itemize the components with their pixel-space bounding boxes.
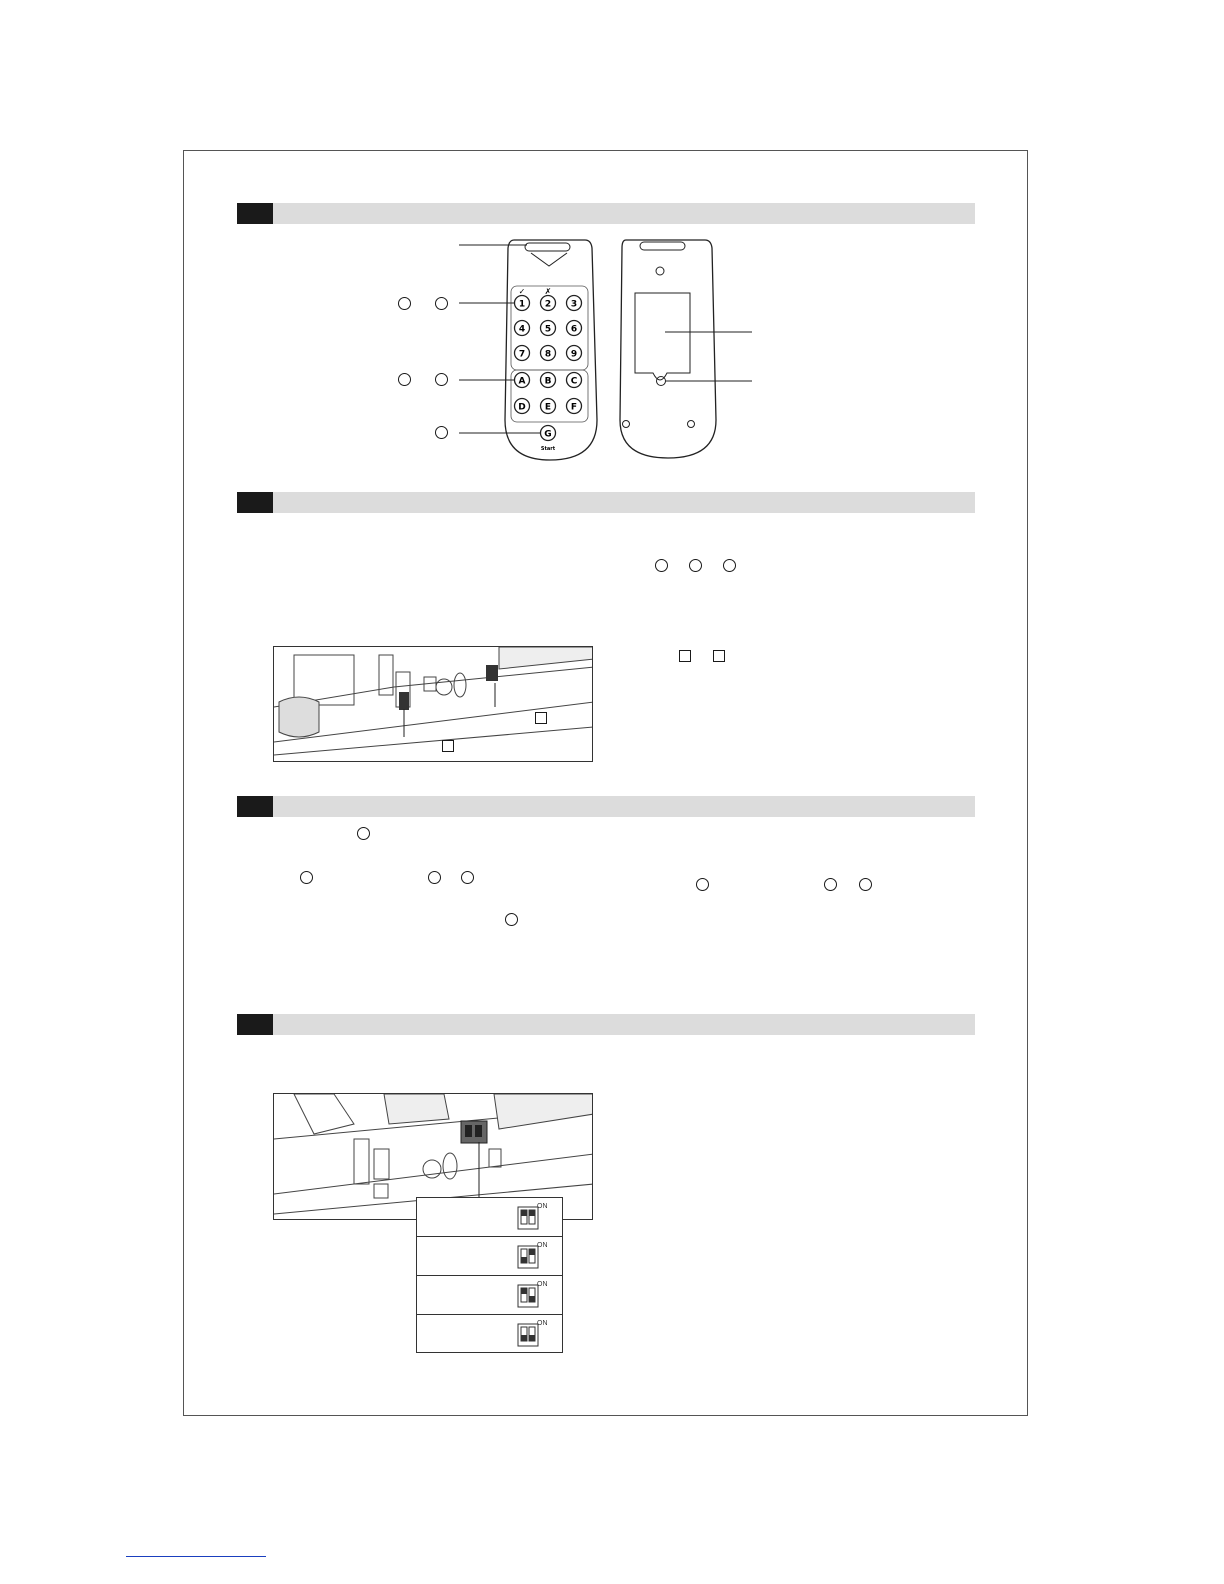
callout-marker (655, 559, 668, 572)
dip-row (417, 1198, 562, 1237)
dip-on-label: ON (537, 1203, 548, 1210)
keypad-key-label: 3 (570, 299, 578, 310)
dip-row (417, 1315, 562, 1354)
callout-square (713, 650, 725, 662)
callout-marker (689, 559, 702, 572)
keypad-key-label: C (570, 376, 578, 387)
callout-marker (824, 878, 837, 891)
dip-on-label: ON (537, 1320, 548, 1327)
dip-row (417, 1276, 562, 1315)
keypad-key-label: 1 (518, 299, 526, 310)
callout-marker (435, 297, 448, 310)
keypad-key-label: F (570, 402, 578, 413)
keypad-key-label: 8 (544, 349, 552, 360)
keypad-key-label: 2 (544, 299, 552, 310)
callout-marker (461, 871, 474, 884)
dip-on-label: ON (537, 1242, 548, 1249)
circuit-board-photo-1 (273, 646, 593, 762)
keypad-key-label: 9 (570, 349, 578, 360)
keypad-key-label: D (518, 402, 526, 413)
callout-marker (723, 559, 736, 572)
footer-link-rule[interactable] (126, 1556, 266, 1557)
callout-marker (398, 297, 411, 310)
keypad-key-label: 6 (570, 324, 578, 335)
cross-mark-icon: ✗ (544, 287, 552, 296)
callout-marker (859, 878, 872, 891)
callout-square (679, 650, 691, 662)
keypad-key-label: A (518, 376, 526, 387)
callout-marker (435, 426, 448, 439)
keypad-key-label: B (544, 376, 552, 387)
keypad-key-label: 4 (518, 324, 526, 335)
callout-marker (696, 878, 709, 891)
keypad-key-label: 5 (544, 324, 552, 335)
dip-row (417, 1237, 562, 1276)
dip-on-label: ON (537, 1281, 548, 1288)
callout-marker (398, 373, 411, 386)
dip-switch-table (416, 1197, 563, 1353)
callout-square (442, 740, 454, 752)
keypad-key-label: G (544, 429, 552, 440)
check-mark-icon: ✓ (518, 287, 526, 296)
callout-marker (300, 871, 313, 884)
callout-square (535, 712, 547, 724)
callout-marker (435, 373, 448, 386)
keypad-key-label: 7 (518, 349, 526, 360)
callout-marker (357, 827, 370, 840)
keypad-key-label: E (544, 402, 552, 413)
callout-marker (505, 913, 518, 926)
start-label: Start (540, 446, 556, 452)
callout-marker (428, 871, 441, 884)
